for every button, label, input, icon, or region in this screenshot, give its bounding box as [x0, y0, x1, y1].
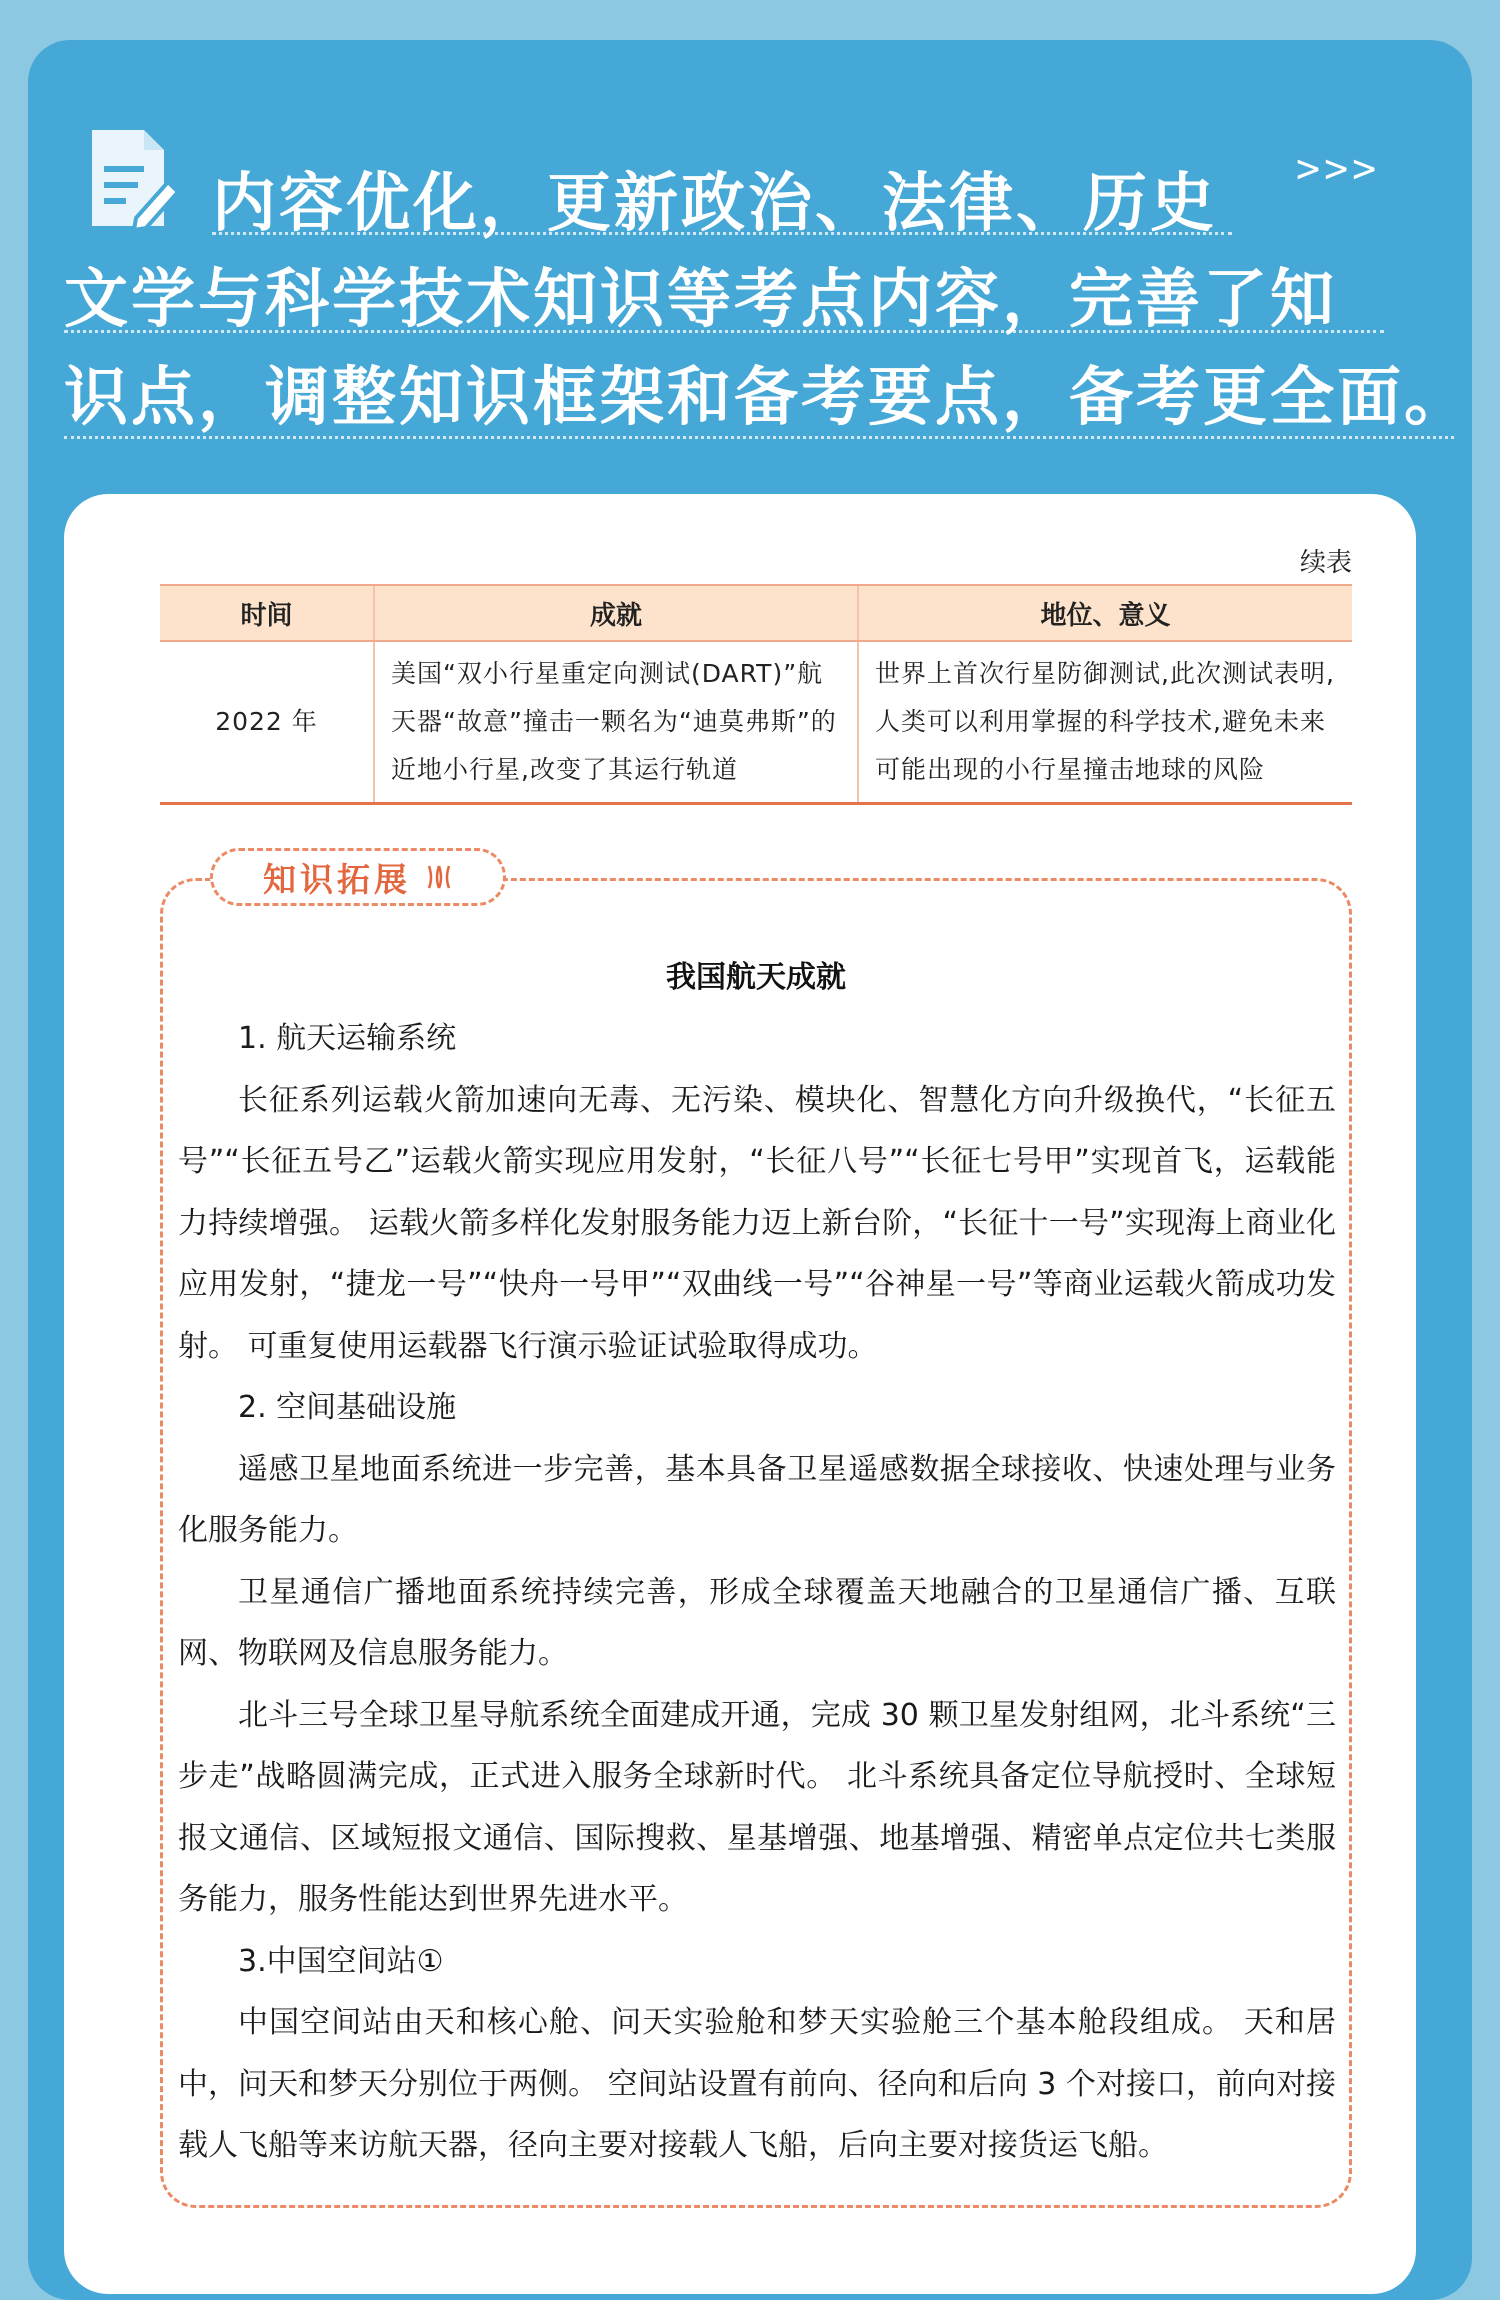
continued-label: 续表 [1299, 548, 1352, 578]
achievement-table [160, 584, 1352, 805]
paragraph-3: 卫星通信广播地面系统持续完善，形成全球覆盖天地融合的卫星通信广播、互联网、物联网及信息服务能力。 [178, 1574, 1336, 1671]
headline-line-3: 识点，调整知识框架和备考要点，备考更全面。 [64, 361, 1471, 435]
column-header-significance: 地位、意义 [858, 585, 1352, 641]
section-heading-2: 2. 空间基础设施 [238, 1390, 457, 1425]
knowledge-tag-label: 知识拓展 [263, 859, 411, 899]
knowledge-tag [210, 848, 506, 906]
headline-line-2: 文学与科学技术知识等考点内容，完善了知 [64, 263, 1337, 337]
paragraph-1: 长征系列运载火箭加速向无毒、无污染、模块化、智慧化方向升级换代，“长征五号”“长征五号乙”运载火箭实现应用发射，“长征八号”“长征七号甲”实现首飞，运载能力持续增强。 运载火箭多样化发射服务能力迈上新台阶，“长征十一号”实现海上商业化应用发射，“捷龙一号”“快舟一号甲”“双曲线一号”“谷神星一号”等商业运载火箭成功发射。 可重复使用运载器飞行演示验证试验取得成功。 [178, 1082, 1336, 1364]
column-header-time: 时间 [160, 585, 374, 641]
knowledge-body [178, 1008, 1336, 2177]
section-heading-1: 1. 航天运输系统 [238, 1021, 457, 1056]
wave-icon [425, 862, 453, 892]
section-heading-3: 3.中国空间站① [238, 1943, 444, 1979]
table-header-row [160, 585, 1352, 641]
table-row [160, 641, 1352, 804]
cell-achievement: 美国“双小行星重定向测试(DART)”航天器“故意”撞击一颗名为“迪莫弗斯”的近地小行星,改变了其运行轨道 [374, 641, 858, 804]
column-header-achievement: 成就 [374, 585, 858, 641]
cell-significance: 世界上首次行星防御测试,此次测试表明,人类可以利用掌握的科学技术,避免未来可能出现的小行星撞击地球的风险 [858, 641, 1352, 804]
headline-underline-1 [212, 232, 1232, 235]
document-pen-icon [84, 126, 180, 234]
knowledge-title: 我国航天成就 [666, 960, 846, 995]
headline-line-1: 内容优化，更新政治、法律、历史 [212, 167, 1217, 241]
paragraph-4: 北斗三号全球卫星导航系统全面建成开通，完成 30 颗卫星发射组网，北斗系统“三步走”战略圆满完成，正式进入服务全球新时代。 北斗系统具备定位导航授时、全球短报文通信、区域短报文通信、国际搜救、星基增强、地基增强、精密单点定位共七类服务能力，服务性能达到世界先进水平。 [178, 1697, 1336, 1917]
cell-year: 2022 年 [160, 641, 374, 804]
headline-underline-3 [64, 436, 1454, 439]
headline-underline-2 [64, 330, 1384, 333]
paragraph-5: 中国空间站由天和核心舱、问天实验舱和梦天实验舱三个基本舱段组成。 天和居中，问天和梦天分别位于两侧。 空间站设置有前向、径向和后向 3 个对接口，前向对接载人飞船等来访航天器，径向主要对接载人飞船，后向主要对接货运飞船。 [178, 2005, 1336, 2163]
paragraph-2: 遥感卫星地面系统进一步完善，基本具备卫星遥感数据全球接收、快速处理与业务化服务能力。 [178, 1451, 1336, 1548]
header-arrows: >>> [1296, 146, 1381, 192]
